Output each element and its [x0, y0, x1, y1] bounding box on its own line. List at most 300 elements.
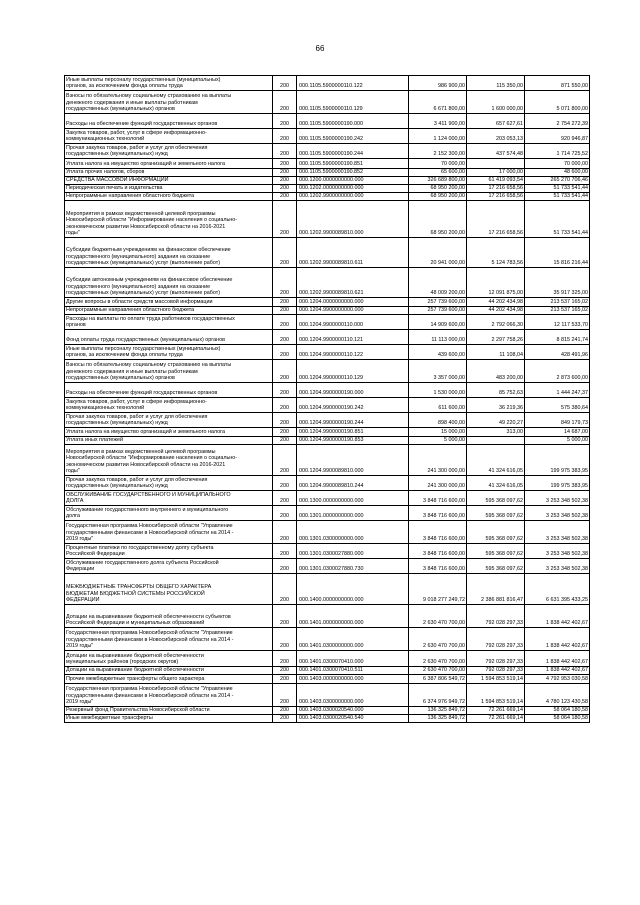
row-approved-cell: 9 018 277 249,72	[409, 574, 467, 605]
row-code-cell: 200	[273, 559, 297, 574]
row-name-cell	[65, 315, 273, 330]
row-name-cell	[65, 298, 273, 307]
row-code-cell: 200	[273, 437, 297, 445]
table-row	[65, 707, 590, 715]
row-kbk-cell: 000.1401.0300070410.000	[297, 651, 409, 667]
row-executed-cell: 72 261 669,14	[467, 715, 525, 723]
row-code-cell: 200	[273, 476, 297, 491]
row-name-text: Другие вопросы в области средств массовой информации	[66, 299, 213, 306]
row-code-cell: 200	[273, 169, 297, 177]
row-unexecuted-cell: 1 444 247,37	[525, 383, 590, 398]
row-name-text: Расходы на выплаты по оплате труда работников государственных органов	[66, 315, 235, 329]
row-unexecuted-cell: 1 714 725,52	[525, 144, 590, 159]
row-code-cell: 200	[273, 428, 297, 437]
row-approved-cell: 6 671 800,00	[409, 91, 467, 114]
row-code-cell: 200	[273, 193, 297, 201]
row-name-cell	[65, 345, 273, 360]
row-kbk-cell: 000.1202.9900089810.611	[297, 238, 409, 268]
row-name-text: Дотации на выравнивание бюджетной обеспеченности	[66, 667, 204, 674]
row-unexecuted-cell: 51 733 541,44	[525, 193, 590, 201]
row-name-cell	[65, 667, 273, 675]
row-unexecuted-cell: 3 253 348 502,38	[525, 544, 590, 559]
row-executed-cell: 203 053,13	[467, 129, 525, 144]
row-name-text: Иные выплаты персоналу государственных (муниципальных) органов, за исключением фонда оплаты труда	[66, 76, 221, 90]
row-kbk-cell: 000.1403.0300000000.000	[297, 684, 409, 707]
row-kbk-cell: 000.1204.9900000000.000	[297, 307, 409, 315]
table-row	[65, 114, 590, 129]
row-unexecuted-cell: 575 380,64	[525, 398, 590, 413]
row-unexecuted-cell: 2 754 272,39	[525, 114, 590, 129]
row-kbk-cell: 000.1200.0000000000.000	[297, 177, 409, 185]
row-unexecuted-cell: 213 537 165,02	[525, 298, 590, 307]
row-code-cell: 200	[273, 715, 297, 723]
row-executed-cell: 1 594 853 519,14	[467, 684, 525, 707]
row-approved-cell: 257 739 600,00	[409, 307, 467, 315]
row-name-text: Прочая закупка товаров, работ и услуг для обеспечения государственных (муниципальных) нужд	[66, 144, 208, 158]
row-code-cell: 200	[273, 177, 297, 185]
table-row	[65, 544, 590, 559]
table-row	[65, 491, 590, 506]
table-row	[65, 574, 590, 605]
row-executed-cell: 49 220,27	[467, 413, 525, 428]
budget-execution-table	[64, 75, 590, 723]
row-executed-cell: 11 108,04	[467, 345, 525, 360]
row-name-cell	[65, 330, 273, 345]
row-executed-cell: 595 368 097,62	[467, 559, 525, 574]
row-approved-cell: 326 689 800,00	[409, 177, 467, 185]
row-unexecuted-cell: 12 117 533,70	[525, 315, 590, 330]
row-code-cell: 200	[273, 491, 297, 506]
row-executed-cell: 792 028 297,33	[467, 605, 525, 628]
row-kbk-cell: 000.1403.0000000000.000	[297, 675, 409, 684]
row-executed-cell: 115 350,00	[467, 76, 525, 91]
row-kbk-cell: 000.1204.9900000190.242	[297, 398, 409, 413]
row-unexecuted-cell: 199 975 383,95	[525, 476, 590, 491]
row-approved-cell: 2 630 470 700,00	[409, 628, 467, 651]
row-name-cell	[65, 675, 273, 684]
table-row	[65, 345, 590, 360]
row-name-text: Прочие межбюджетные трансферты общего характера	[66, 676, 205, 683]
row-code-cell: 200	[273, 707, 297, 715]
row-name-cell	[65, 684, 273, 707]
table-row	[65, 605, 590, 628]
row-unexecuted-cell: 5 000,00	[525, 437, 590, 445]
row-code-cell: 200	[273, 445, 297, 476]
table-row	[65, 201, 590, 238]
row-approved-cell: 65 600,00	[409, 169, 467, 177]
row-code-cell: 200	[273, 684, 297, 707]
row-executed-cell: 17 216 658,56	[467, 201, 525, 238]
row-kbk-cell: 000.1202.0000000000.000	[297, 185, 409, 193]
row-name-text: Обслуживание государственного внутреннего и муниципального долга	[66, 506, 229, 520]
row-kbk-cell: 000.1301.0000000000.000	[297, 506, 409, 521]
row-name-text: Закупка товаров, работ, услуг в сфере информационно- коммуникационных технологий	[66, 398, 207, 412]
row-approved-cell: 2 630 470 700,00	[409, 605, 467, 628]
table-row	[65, 506, 590, 521]
row-kbk-cell: 000.1403.0300020540.000	[297, 707, 409, 715]
row-unexecuted-cell: 2 873 600,00	[525, 360, 590, 383]
row-executed-cell: 5 124 783,56	[467, 238, 525, 268]
table-row	[65, 159, 590, 169]
row-code-cell: 200	[273, 383, 297, 398]
row-kbk-cell: 000.1105.5900000110.129	[297, 91, 409, 114]
row-kbk-cell: 000.1401.0000000000.000	[297, 605, 409, 628]
row-name-cell	[65, 144, 273, 159]
row-name-text: Фонд оплаты труда государственных (муниципальных) органов	[66, 337, 225, 344]
row-unexecuted-cell: 3 253 348 502,38	[525, 506, 590, 521]
row-kbk-cell: 000.1202.9900089810.000	[297, 201, 409, 238]
row-approved-cell: 11 113 000,00	[409, 330, 467, 345]
row-name-cell	[65, 383, 273, 398]
row-code-cell: 200	[273, 574, 297, 605]
row-approved-cell: 3 848 716 600,00	[409, 544, 467, 559]
row-unexecuted-cell: 1 838 442 402,67	[525, 605, 590, 628]
row-kbk-cell: 000.1204.9900000190.244	[297, 413, 409, 428]
row-name-text: Расходы на обеспечение функций государственных органов	[66, 390, 218, 397]
row-name-cell	[65, 544, 273, 559]
row-executed-cell: 17 216 658,56	[467, 185, 525, 193]
row-kbk-cell: 000.1204.9900000190.853	[297, 437, 409, 445]
row-kbk-cell: 000.1204.9900000190.000	[297, 383, 409, 398]
table-row	[65, 330, 590, 345]
row-unexecuted-cell: 1 838 442 402,67	[525, 628, 590, 651]
row-name-text: Взносы по обязательному социальному страхованию на выплаты денежного содержания и иные выплаты работникам государственных (муниципальных) органов	[66, 362, 232, 382]
row-name-text: Уплата иных платежей	[66, 437, 123, 444]
row-approved-cell: 1 124 000,00	[409, 129, 467, 144]
row-kbk-cell: 000.1204.0000000000.000	[297, 298, 409, 307]
row-name-text: Мероприятия в рамках ведомственной целевой программы Новосибирской области "Информирование населения о социально- экономическом развитии Новосибирской области на 2016-2021 годы"	[66, 210, 238, 237]
row-unexecuted-cell: 849 179,73	[525, 413, 590, 428]
row-executed-cell: 595 368 097,62	[467, 544, 525, 559]
row-unexecuted-cell: 4 780 123 430,58	[525, 684, 590, 707]
row-executed-cell: 595 368 097,62	[467, 491, 525, 506]
row-name-text: Периодическая печать и издательства	[66, 185, 163, 192]
row-approved-cell: 241 300 000,00	[409, 476, 467, 491]
table-row	[65, 185, 590, 193]
row-approved-cell: 68 950 200,00	[409, 201, 467, 238]
row-unexecuted-cell: 213 537 165,02	[525, 307, 590, 315]
row-approved-cell: 6 387 806 549,72	[409, 675, 467, 684]
row-name-cell	[65, 159, 273, 169]
table-row	[65, 76, 590, 91]
row-code-cell: 200	[273, 144, 297, 159]
row-code-cell: 200	[273, 521, 297, 544]
table-row	[65, 445, 590, 476]
row-executed-cell: 2 297 758,26	[467, 330, 525, 345]
row-unexecuted-cell: 1 838 442 402,67	[525, 651, 590, 667]
table-row	[65, 169, 590, 177]
row-kbk-cell: 000.1401.0300000000.000	[297, 628, 409, 651]
budget-table-body	[65, 76, 590, 723]
row-unexecuted-cell: 3 253 348 502,38	[525, 521, 590, 544]
row-kbk-cell: 000.1105.5900000190.000	[297, 114, 409, 129]
row-executed-cell: 44 202 434,98	[467, 307, 525, 315]
row-name-text: Обслуживание государственного долга субъекта Российской Федерации	[66, 559, 219, 573]
row-approved-cell: 3 411 900,00	[409, 114, 467, 129]
row-code-cell: 200	[273, 675, 297, 684]
row-name-cell	[65, 238, 273, 268]
row-kbk-cell: 000.1204.9900000110.000	[297, 315, 409, 330]
row-approved-cell: 241 300 000,00	[409, 445, 467, 476]
table-row	[65, 193, 590, 201]
table-row	[65, 307, 590, 315]
row-name-cell	[65, 307, 273, 315]
row-code-cell: 200	[273, 651, 297, 667]
row-executed-cell: 313,00	[467, 428, 525, 437]
table-row	[65, 667, 590, 675]
row-executed-cell: 792 028 297,33	[467, 628, 525, 651]
row-unexecuted-cell: 199 975 383,95	[525, 445, 590, 476]
row-executed-cell: 17 216 658,56	[467, 193, 525, 201]
row-code-cell: 200	[273, 298, 297, 307]
row-unexecuted-cell: 14 687,00	[525, 428, 590, 437]
row-name-text: Закупка товаров, работ, услуг в сфере информационно- коммуникационных технологий	[66, 129, 207, 143]
row-name-text: Расходы на обеспечение функций государственных органов	[66, 121, 218, 128]
row-code-cell: 200	[273, 114, 297, 129]
table-row	[65, 177, 590, 185]
row-executed-cell: 1 600 000,00	[467, 91, 525, 114]
row-name-text: СРЕДСТВА МАССОВОЙ ИНФОРМАЦИИ	[66, 177, 169, 184]
row-name-text: Непрограммные направления областного бюджета	[66, 193, 195, 200]
row-kbk-cell: 000.1202.9900000000.000	[297, 193, 409, 201]
row-name-text: Иные выплаты персоналу государственных (муниципальных) органов, за исключением фонда оплаты труда	[66, 345, 221, 359]
row-kbk-cell: 000.1301.0300027880.730	[297, 559, 409, 574]
row-name-text: Прочая закупка товаров, работ и услуг для обеспечения государственных (муниципальных) нужд	[66, 413, 208, 427]
row-code-cell: 200	[273, 201, 297, 238]
row-unexecuted-cell: 3 253 348 502,38	[525, 491, 590, 506]
row-code-cell: 200	[273, 360, 297, 383]
row-kbk-cell: 000.1105.5900000190.242	[297, 129, 409, 144]
row-name-text: Непрограммные направления областного бюджета	[66, 307, 195, 314]
row-name-cell	[65, 559, 273, 574]
row-executed-cell: 17 000,00	[467, 169, 525, 177]
row-code-cell: 200	[273, 76, 297, 91]
row-name-cell	[65, 413, 273, 428]
row-name-cell	[65, 437, 273, 445]
row-kbk-cell: 000.1105.5900000190.852	[297, 169, 409, 177]
row-executed-cell: 36 219,36	[467, 398, 525, 413]
row-name-text: Государственная программа Новосибирской области "Управление государственными финансами в Новосибирской области на 2014 - 2019 годы"	[66, 630, 234, 650]
row-kbk-cell: 000.1105.5900000110.122	[297, 76, 409, 91]
row-kbk-cell: 000.1204.9900000110.121	[297, 330, 409, 345]
row-approved-cell: 48 009 200,00	[409, 268, 467, 298]
row-code-cell: 200	[273, 330, 297, 345]
row-kbk-cell: 000.1105.5900000190.244	[297, 144, 409, 159]
row-name-cell	[65, 651, 273, 667]
row-name-text: Прочая закупка товаров, работ и услуг для обеспечения государственных (муниципальных) нужд	[66, 476, 208, 490]
row-code-cell: 200	[273, 91, 297, 114]
row-executed-cell: 792 028 297,33	[467, 651, 525, 667]
row-unexecuted-cell: 51 733 541,44	[525, 201, 590, 238]
row-unexecuted-cell: 35 917 325,00	[525, 268, 590, 298]
row-executed-cell: 2 386 881 816,47	[467, 574, 525, 605]
row-name-cell	[65, 521, 273, 544]
row-code-cell: 200	[273, 238, 297, 268]
row-approved-cell: 898 400,00	[409, 413, 467, 428]
row-name-cell	[65, 114, 273, 129]
page-number: 66	[315, 44, 325, 53]
row-code-cell: 200	[273, 345, 297, 360]
row-approved-cell: 15 000,00	[409, 428, 467, 437]
row-name-text: МЕЖБЮДЖЕТНЫЕ ТРАНСФЕРТЫ ОБЩЕГО ХАРАКТЕРА БЮДЖЕТАМ БЮДЖЕТНОЙ СИСТЕМЫ РОССИЙСКОЙ ФЕДЕРАЦИИ	[66, 584, 212, 604]
row-code-cell: 200	[273, 413, 297, 428]
row-unexecuted-cell: 3 253 348 502,38	[525, 559, 590, 574]
row-name-cell	[65, 428, 273, 437]
row-name-cell	[65, 91, 273, 114]
table-row	[65, 383, 590, 398]
row-name-text: Субсидии бюджетным учреждениям на финансовое обеспечение государственного (муниципального) задания на оказание государственных (муниципальных) услуг (выполнение работ)	[66, 247, 231, 267]
row-executed-cell: 12 091 875,00	[467, 268, 525, 298]
row-approved-cell: 68 950 200,00	[409, 193, 467, 201]
row-executed-cell	[467, 437, 525, 445]
row-executed-cell: 437 574,48	[467, 144, 525, 159]
row-approved-cell: 1 530 000,00	[409, 383, 467, 398]
row-code-cell: 200	[273, 544, 297, 559]
table-row	[65, 315, 590, 330]
row-name-cell	[65, 268, 273, 298]
row-approved-cell: 439 600,00	[409, 345, 467, 360]
row-approved-cell: 70 000,00	[409, 159, 467, 169]
row-name-cell	[65, 185, 273, 193]
row-kbk-cell: 000.1204.9900000110.122	[297, 345, 409, 360]
row-name-text: Государственная программа Новосибирской области "Управление государственными финансами в Новосибирской области на 2014 - 2019 годы"	[66, 686, 234, 706]
table-row	[65, 360, 590, 383]
row-executed-cell: 2 792 066,30	[467, 315, 525, 330]
row-name-text: Уплата налога на имущество организаций и земельного налога	[66, 429, 225, 436]
row-name-text: Иные межбюджетные трансферты	[66, 715, 153, 722]
row-kbk-cell: 000.1300.0000000000.000	[297, 491, 409, 506]
table-row	[65, 628, 590, 651]
table-row	[65, 684, 590, 707]
table-row	[65, 428, 590, 437]
table-row	[65, 559, 590, 574]
row-approved-cell: 3 848 716 600,00	[409, 506, 467, 521]
row-approved-cell: 5 000,00	[409, 437, 467, 445]
row-unexecuted-cell: 58 064 180,58	[525, 707, 590, 715]
table-row	[65, 238, 590, 268]
row-name-text: Резервный фонд Правительства Новосибирской области	[66, 707, 210, 714]
row-approved-cell: 3 848 716 600,00	[409, 491, 467, 506]
row-name-cell	[65, 76, 273, 91]
row-code-cell: 200	[273, 315, 297, 330]
row-unexecuted-cell: 58 064 180,58	[525, 715, 590, 723]
row-name-text: ОБСЛУЖИВАНИЕ ГОСУДАРСТВЕННОГО И МУНИЦИПАЛЬНОГО ДОЛГА	[66, 491, 231, 505]
row-executed-cell: 41 324 616,05	[467, 476, 525, 491]
table-row	[65, 413, 590, 428]
row-name-cell	[65, 476, 273, 491]
row-name-text: Взносы по обязательному социальному страхованию на выплаты денежного содержания и иные выплаты работникам государственных (муниципальных) органов	[66, 93, 232, 113]
row-approved-cell: 20 941 000,00	[409, 238, 467, 268]
row-name-text: Уплата прочих налогов, сборов	[66, 169, 145, 176]
row-kbk-cell: 000.1400.0000000000.000	[297, 574, 409, 605]
row-name-cell	[65, 177, 273, 185]
row-unexecuted-cell: 70 000,00	[525, 159, 590, 169]
table-row	[65, 675, 590, 684]
row-code-cell: 200	[273, 398, 297, 413]
row-name-text: Уплата налога на имущество организаций и земельного налога	[66, 161, 225, 168]
row-executed-cell: 72 261 669,14	[467, 707, 525, 715]
row-kbk-cell: 000.1301.0300000000.000	[297, 521, 409, 544]
row-code-cell: 200	[273, 129, 297, 144]
table-row	[65, 398, 590, 413]
table-row	[65, 715, 590, 723]
row-code-cell: 200	[273, 159, 297, 169]
row-name-cell	[65, 707, 273, 715]
row-unexecuted-cell: 4 792 953 030,58	[525, 675, 590, 684]
row-name-text: Процентные платежи по государственному долгу субъекта Российской Федерации	[66, 544, 214, 558]
row-executed-cell: 1 594 853 519,14	[467, 675, 525, 684]
row-name-text: Мероприятия в рамках ведомственной целевой программы Новосибирской области "Информирование населения о социально- экономическом развитии Новосибирской области на 2016-2021 годы"	[66, 448, 238, 475]
row-kbk-cell: 000.1204.9900000190.851	[297, 428, 409, 437]
table-row	[65, 476, 590, 491]
row-name-cell	[65, 506, 273, 521]
row-unexecuted-cell: 15 816 216,44	[525, 238, 590, 268]
row-approved-cell: 68 950 200,00	[409, 185, 467, 193]
row-approved-cell: 3 357 000,00	[409, 360, 467, 383]
row-executed-cell: 61 419 093,54	[467, 177, 525, 185]
row-code-cell: 200	[273, 667, 297, 675]
table-row	[65, 91, 590, 114]
row-code-cell: 200	[273, 628, 297, 651]
row-kbk-cell: 000.1105.5900000190.851	[297, 159, 409, 169]
row-executed-cell: 595 368 097,62	[467, 506, 525, 521]
row-approved-cell: 3 848 716 600,00	[409, 559, 467, 574]
row-kbk-cell: 000.1204.9900089810.000	[297, 445, 409, 476]
row-executed-cell: 792 028 297,33	[467, 667, 525, 675]
row-kbk-cell: 000.1204.9900089810.244	[297, 476, 409, 491]
row-name-cell	[65, 360, 273, 383]
table-row	[65, 521, 590, 544]
row-executed-cell: 657 627,61	[467, 114, 525, 129]
row-executed-cell	[467, 159, 525, 169]
row-name-text: Субсидии автономным учреждениям на финансовое обеспечение государственного (муниципального) задания на оказание государственных (муниципальных) услуг (выполнение работ)	[66, 277, 233, 297]
row-name-cell	[65, 491, 273, 506]
table-row	[65, 298, 590, 307]
row-name-cell	[65, 129, 273, 144]
row-code-cell: 200	[273, 307, 297, 315]
table-row	[65, 144, 590, 159]
row-name-cell	[65, 605, 273, 628]
table-row	[65, 268, 590, 298]
row-unexecuted-cell: 871 550,00	[525, 76, 590, 91]
row-unexecuted-cell: 265 270 706,46	[525, 177, 590, 185]
row-name-cell	[65, 715, 273, 723]
row-approved-cell: 14 909 600,00	[409, 315, 467, 330]
row-kbk-cell: 000.1403.0300020540.540	[297, 715, 409, 723]
table-row	[65, 437, 590, 445]
row-kbk-cell: 000.1204.9900000110.129	[297, 360, 409, 383]
row-name-cell	[65, 628, 273, 651]
row-name-text: Дотации на выравнивание бюджетной обеспеченности муниципальных районов (городских округов)	[66, 652, 204, 666]
row-approved-cell: 2 630 470 700,00	[409, 651, 467, 667]
row-kbk-cell: 000.1401.0300070410.511	[297, 667, 409, 675]
row-unexecuted-cell: 920 946,87	[525, 129, 590, 144]
row-code-cell: 200	[273, 185, 297, 193]
row-executed-cell: 44 202 434,98	[467, 298, 525, 307]
row-name-cell	[65, 169, 273, 177]
row-executed-cell: 41 324 616,05	[467, 445, 525, 476]
row-unexecuted-cell: 428 491,96	[525, 345, 590, 360]
row-unexecuted-cell: 1 838 442 402,67	[525, 667, 590, 675]
row-approved-cell: 986 900,00	[409, 76, 467, 91]
row-unexecuted-cell: 8 815 241,74	[525, 330, 590, 345]
row-unexecuted-cell: 48 600,00	[525, 169, 590, 177]
row-name-cell	[65, 574, 273, 605]
row-approved-cell: 2 152 300,00	[409, 144, 467, 159]
table-row	[65, 129, 590, 144]
row-unexecuted-cell: 5 071 800,00	[525, 91, 590, 114]
row-name-cell	[65, 445, 273, 476]
